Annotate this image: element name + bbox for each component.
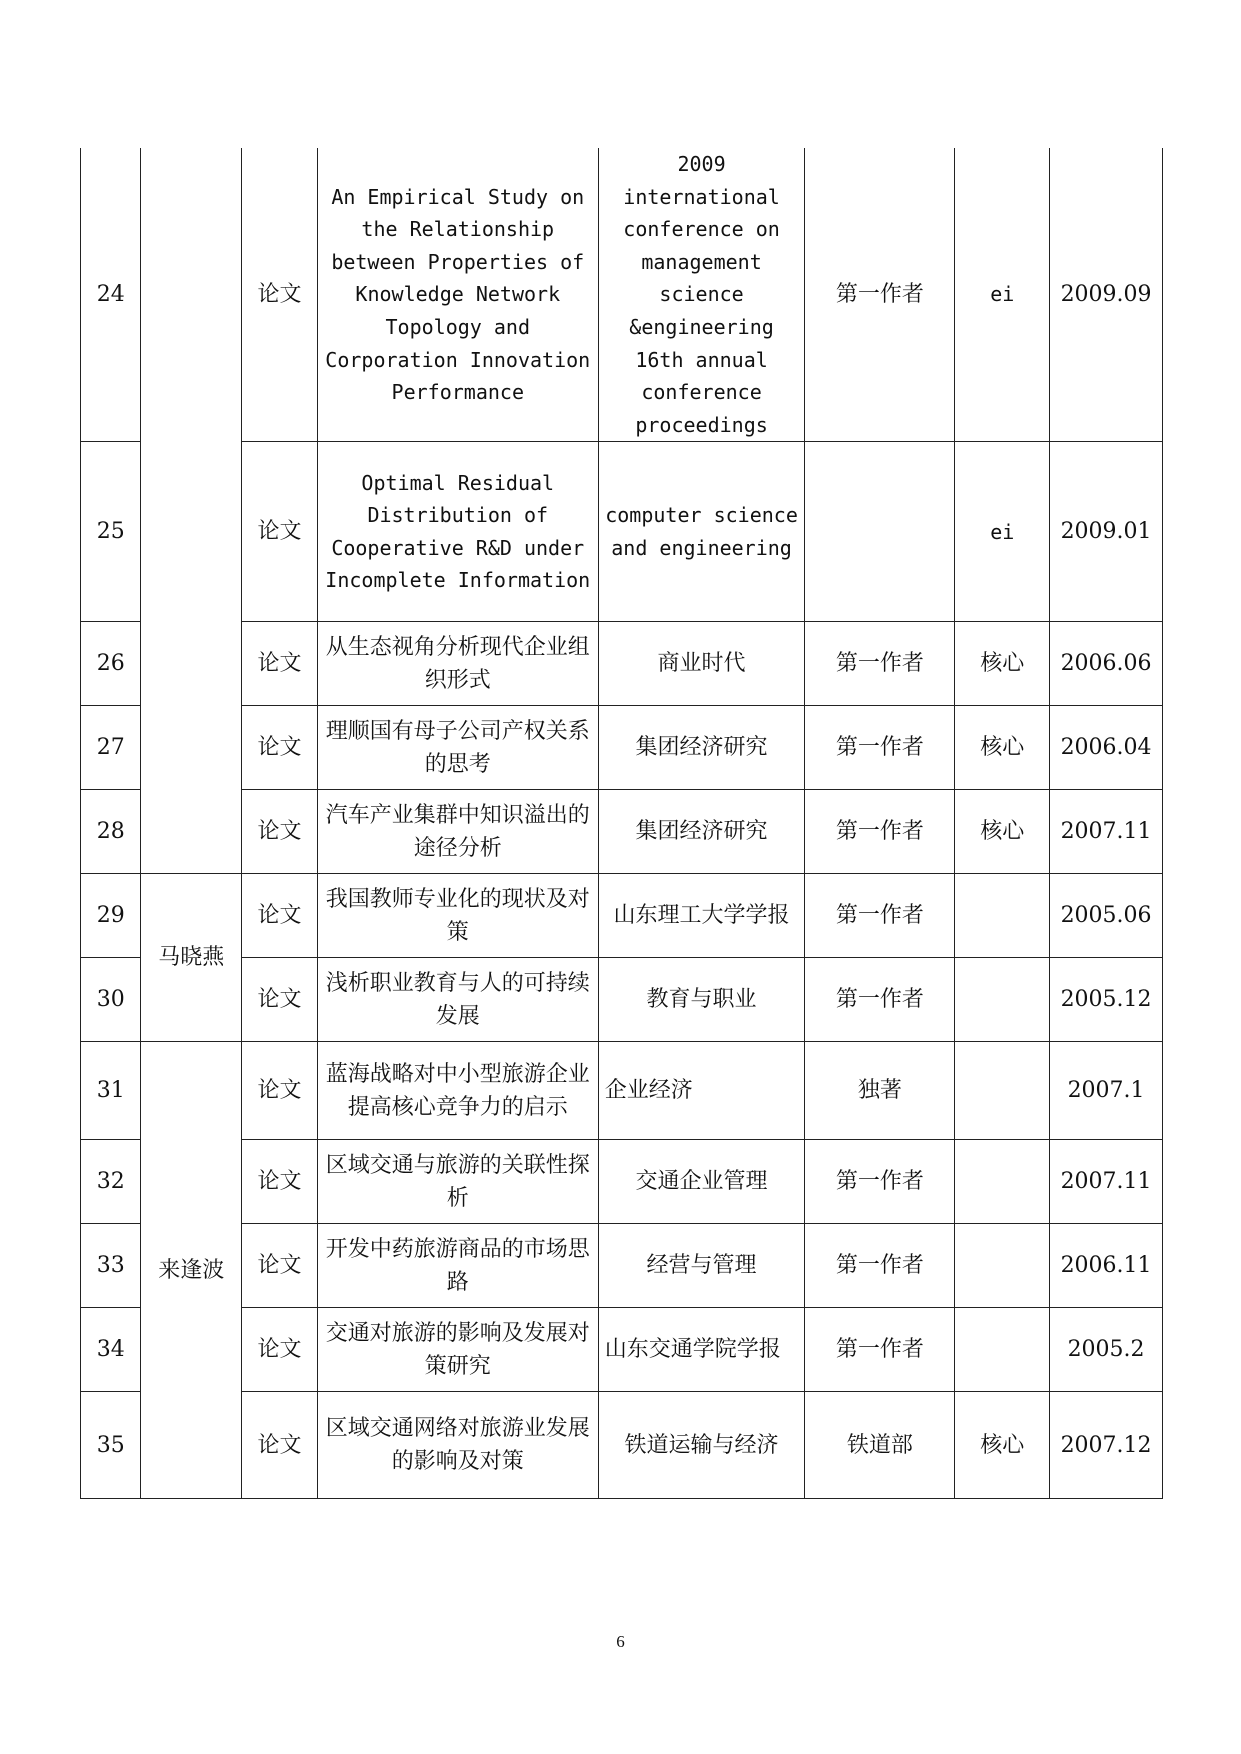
publication-name: computer science and engineering xyxy=(598,442,805,622)
paper-title: 我国教师专业化的现状及对策 xyxy=(317,874,598,958)
publication-name: 集团经济研究 xyxy=(598,790,805,874)
publication-name: 铁道运输与经济 xyxy=(598,1392,805,1499)
row-number: 34 xyxy=(81,1308,141,1392)
item-type: 论文 xyxy=(242,622,318,706)
row-number: 27 xyxy=(81,706,141,790)
table-row xyxy=(81,874,1163,958)
row-number: 29 xyxy=(81,874,141,958)
journal-level xyxy=(955,1308,1050,1392)
paper-title: Optimal Residual Distribution of Cooperative R&D under Incomplete Information xyxy=(317,442,598,622)
author-role: 第一作者 xyxy=(805,1308,955,1392)
item-type: 论文 xyxy=(242,790,318,874)
table-row xyxy=(81,1224,1163,1308)
row-number: 24 xyxy=(81,148,141,442)
publication-name: 2009 international conference on management science &engineering 16th annual conference proceedings xyxy=(598,148,805,442)
author-cell: 马晓燕 xyxy=(141,874,242,1042)
table-row xyxy=(81,442,1163,622)
author-role: 第一作者 xyxy=(805,1140,955,1224)
paper-title: 浅析职业教育与人的可持续发展 xyxy=(317,958,598,1042)
author-role xyxy=(805,442,955,622)
journal-level xyxy=(955,874,1050,958)
author-role: 独著 xyxy=(805,1042,955,1140)
paper-title: 交通对旅游的影响及发展对策研究 xyxy=(317,1308,598,1392)
publication-name: 山东理工大学学报 xyxy=(598,874,805,958)
author-role: 第一作者 xyxy=(805,622,955,706)
author-role: 第一作者 xyxy=(805,706,955,790)
journal-level: 核心 xyxy=(955,1392,1050,1499)
item-type: 论文 xyxy=(242,1392,318,1499)
table-row xyxy=(81,148,1163,442)
publication-name: 经营与管理 xyxy=(598,1224,805,1308)
publish-date: 2005.06 xyxy=(1050,874,1163,958)
journal-level xyxy=(955,1224,1050,1308)
author-role: 第一作者 xyxy=(805,790,955,874)
paper-title: 汽车产业集群中知识溢出的途径分析 xyxy=(317,790,598,874)
author-role: 第一作者 xyxy=(805,148,955,442)
row-number: 32 xyxy=(81,1140,141,1224)
publication-name: 集团经济研究 xyxy=(598,706,805,790)
journal-level: 核心 xyxy=(955,622,1050,706)
table-row xyxy=(81,1042,1163,1140)
item-type: 论文 xyxy=(242,1224,318,1308)
table-row xyxy=(81,1140,1163,1224)
journal-level: 核心 xyxy=(955,790,1050,874)
row-number: 28 xyxy=(81,790,141,874)
publish-date: 2007.1 xyxy=(1050,1042,1163,1140)
publish-date: 2006.04 xyxy=(1050,706,1163,790)
item-type: 论文 xyxy=(242,958,318,1042)
author-role: 第一作者 xyxy=(805,1224,955,1308)
journal-level: 核心 xyxy=(955,706,1050,790)
page-number: 6 xyxy=(616,1632,625,1651)
row-number: 35 xyxy=(81,1392,141,1499)
item-type: 论文 xyxy=(242,148,318,442)
author-role: 铁道部 xyxy=(805,1392,955,1499)
publish-date: 2009.01 xyxy=(1050,442,1163,622)
publish-date: 2005.12 xyxy=(1050,958,1163,1042)
journal-level: ei xyxy=(955,442,1050,622)
item-type: 论文 xyxy=(242,706,318,790)
table-row xyxy=(81,706,1163,790)
item-type: 论文 xyxy=(242,442,318,622)
item-type: 论文 xyxy=(242,874,318,958)
paper-title: 区域交通网络对旅游业发展的影响及对策 xyxy=(317,1392,598,1499)
paper-title: 理顺国有母子公司产权关系的思考 xyxy=(317,706,598,790)
publish-date: 2007.11 xyxy=(1050,1140,1163,1224)
table-row xyxy=(81,1392,1163,1499)
journal-level xyxy=(955,958,1050,1042)
journal-level xyxy=(955,1140,1050,1224)
table-row xyxy=(81,790,1163,874)
publish-date: 2005.2 xyxy=(1050,1308,1163,1392)
row-number: 30 xyxy=(81,958,141,1042)
publications-table xyxy=(80,148,1163,1499)
paper-title: 区域交通与旅游的关联性探析 xyxy=(317,1140,598,1224)
publication-name: 山东交通学院学报 xyxy=(598,1308,805,1392)
row-number: 31 xyxy=(81,1042,141,1140)
row-number: 25 xyxy=(81,442,141,622)
item-type: 论文 xyxy=(242,1140,318,1224)
publication-name: 企业经济 xyxy=(598,1042,805,1140)
table-row xyxy=(81,1308,1163,1392)
author-role: 第一作者 xyxy=(805,958,955,1042)
paper-title: 从生态视角分析现代企业组织形式 xyxy=(317,622,598,706)
table-row xyxy=(81,958,1163,1042)
publish-date: 2009.09 xyxy=(1050,148,1163,442)
publish-date: 2007.12 xyxy=(1050,1392,1163,1499)
paper-title: 开发中药旅游商品的市场思路 xyxy=(317,1224,598,1308)
publication-name: 教育与职业 xyxy=(598,958,805,1042)
journal-level xyxy=(955,1042,1050,1140)
table-row xyxy=(81,622,1163,706)
item-type: 论文 xyxy=(242,1308,318,1392)
publish-date: 2006.11 xyxy=(1050,1224,1163,1308)
paper-title: An Empirical Study on the Relationship between Properties of Knowledge Network Topology and Corporation Innovation Performance xyxy=(317,148,598,442)
publish-date: 2007.11 xyxy=(1050,790,1163,874)
journal-level: ei xyxy=(955,148,1050,442)
publish-date: 2006.06 xyxy=(1050,622,1163,706)
paper-title: 蓝海战略对中小型旅游企业提高核心竞争力的启示 xyxy=(317,1042,598,1140)
publication-name: 商业时代 xyxy=(598,622,805,706)
author-role: 第一作者 xyxy=(805,874,955,958)
row-number: 33 xyxy=(81,1224,141,1308)
publication-name: 交通企业管理 xyxy=(598,1140,805,1224)
row-number: 26 xyxy=(81,622,141,706)
author-cell xyxy=(141,148,242,874)
item-type: 论文 xyxy=(242,1042,318,1140)
author-cell: 来逢波 xyxy=(141,1042,242,1499)
